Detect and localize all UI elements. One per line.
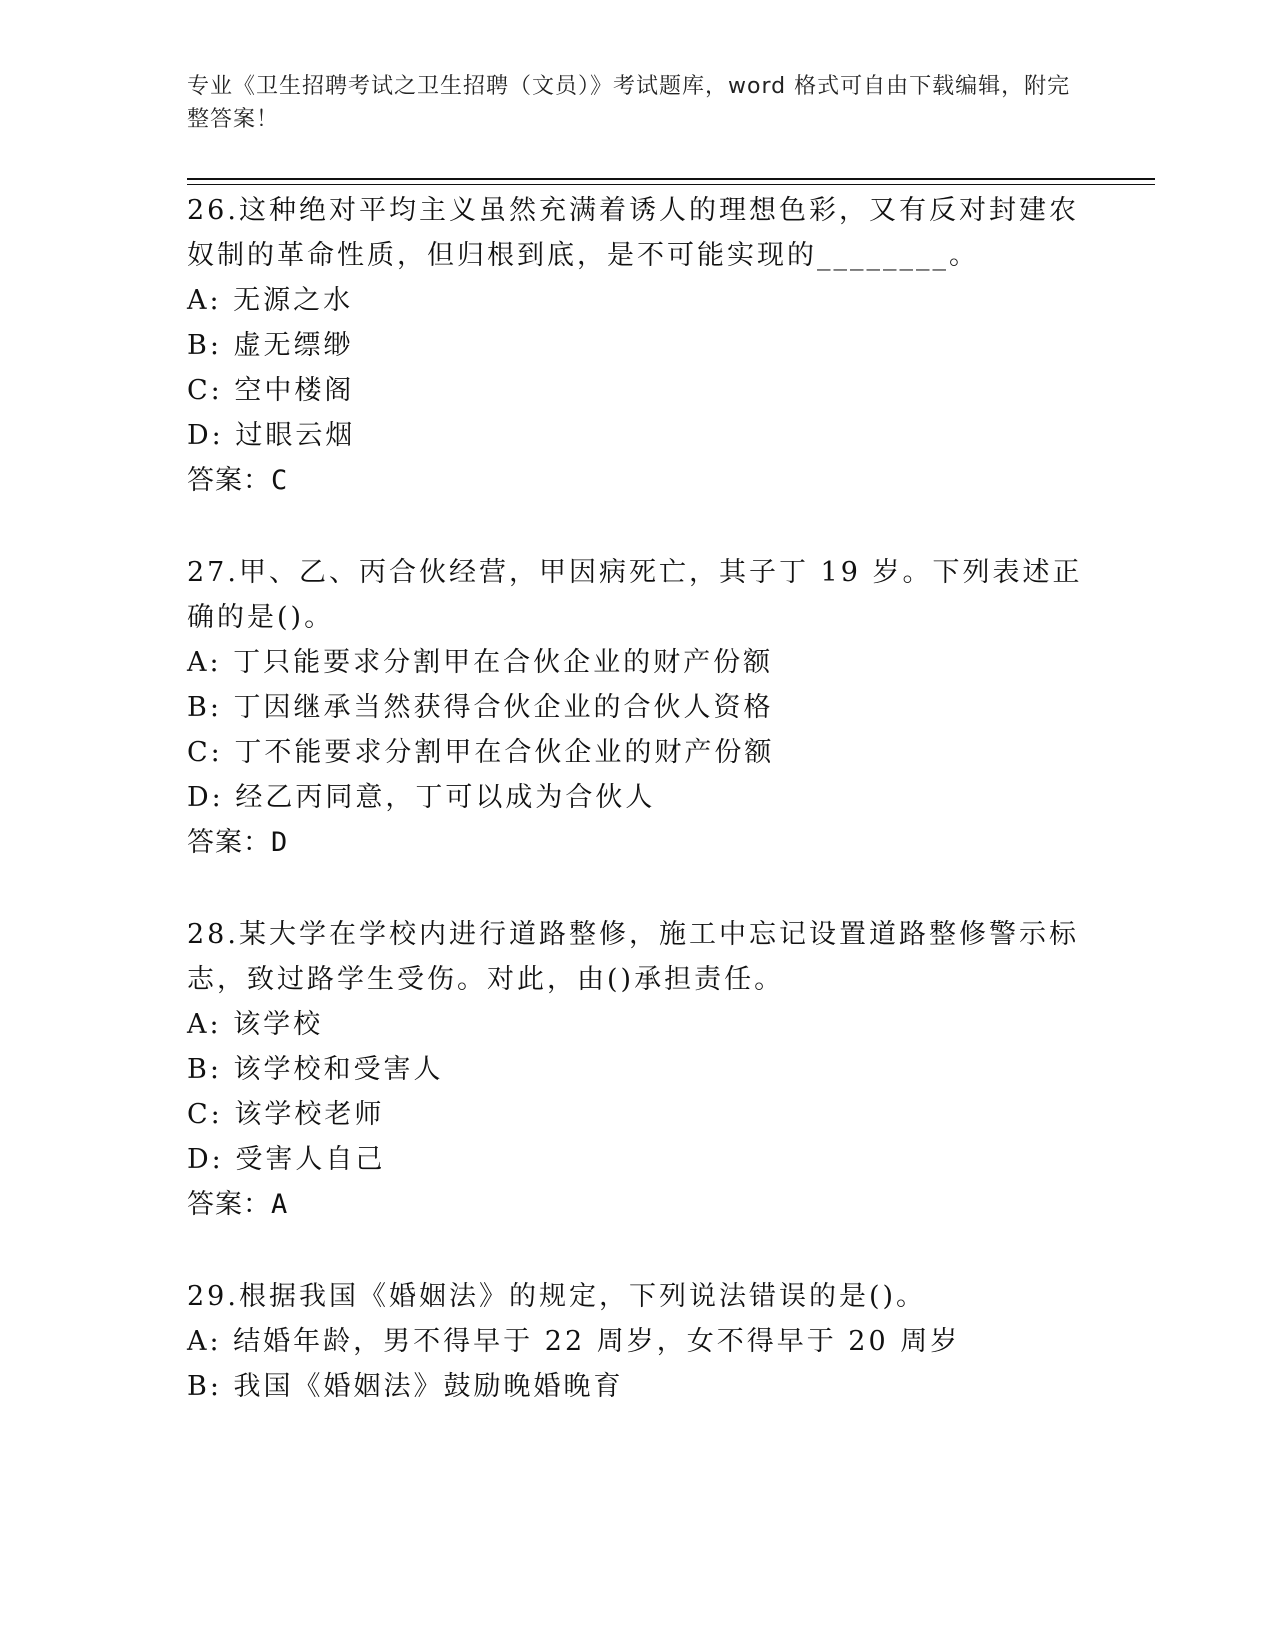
option-b: B: 该学校和受害人 — [187, 1054, 444, 1085]
option-a: A: 丁只能要求分割甲在合伙企业的财产份额 — [187, 647, 774, 678]
question-list — [187, 188, 1087, 1456]
question-stem: 29.根据我国《婚姻法》的规定，下列说法错误的是()。 — [187, 1281, 927, 1312]
option-a: A: 无源之水 — [187, 285, 354, 316]
answer-value: C — [271, 465, 289, 496]
answer-line — [187, 1182, 1087, 1227]
option-d: D: 经乙丙同意，丁可以成为合伙人 — [187, 782, 656, 813]
option-b: B: 虚无缥缈 — [187, 330, 354, 361]
answer-value: A — [271, 1189, 289, 1220]
document-header: 专业《卫生招聘考试之卫生招聘（文员）》考试题库，word 格式可自由下载编辑，附完整答案！ — [187, 74, 1071, 132]
option-c: C: 该学校老师 — [187, 1099, 385, 1130]
header-divider-thin — [187, 184, 1155, 185]
question-27 — [187, 550, 1087, 865]
question-stem: 26.这种绝对平均主义虽然充满着诱人的理想色彩，又有反对封建农奴制的革命性质，但归根到底，是不可能实现的________。 — [187, 195, 1079, 271]
option-b: B: 我国《婚姻法》鼓励晚婚晚育 — [187, 1371, 624, 1402]
answer-value: D — [271, 827, 289, 858]
option-a: A: 结婚年龄，男不得早于 22 周岁，女不得早于 20 周岁 — [187, 1326, 961, 1357]
option-c: C: 空中楼阁 — [187, 375, 355, 406]
option-d: D: 受害人自己 — [187, 1144, 386, 1175]
question-26 — [187, 188, 1087, 503]
question-28 — [187, 912, 1087, 1227]
answer-label: 答案： — [187, 1189, 271, 1220]
header-divider — [187, 178, 1155, 180]
answer-line — [187, 820, 1087, 865]
question-stem: 28.某大学在学校内进行道路整修，施工中忘记设置道路整修警示标志，致过路学生受伤。对此，由()承担责任。 — [187, 919, 1079, 995]
option-d: D: 过眼云烟 — [187, 420, 356, 451]
option-b: B: 丁因继承当然获得合伙企业的合伙人资格 — [187, 692, 774, 723]
question-29 — [187, 1274, 1087, 1409]
answer-line — [187, 458, 1087, 503]
question-stem: 27.甲、乙、丙合伙经营，甲因病死亡，其子丁 19 岁。下列表述正确的是()。 — [187, 557, 1083, 633]
answer-label: 答案： — [187, 465, 271, 496]
option-c: C: 丁不能要求分割甲在合伙企业的财产份额 — [187, 737, 775, 768]
option-a: A: 该学校 — [187, 1009, 324, 1040]
answer-label: 答案： — [187, 827, 271, 858]
